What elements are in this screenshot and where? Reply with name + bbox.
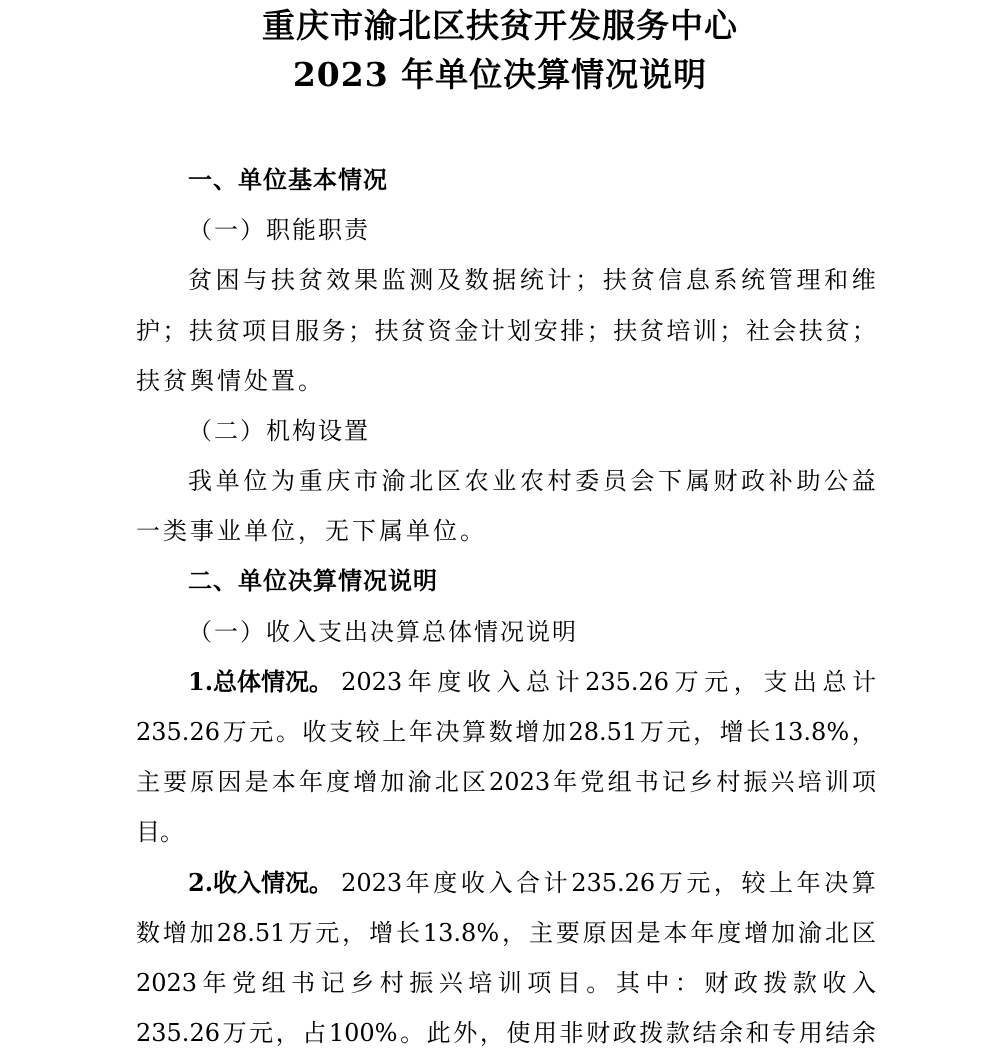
text-glyph: 余 bbox=[851, 1019, 876, 1047]
section1-sub2-paragraph-line: 一类事业单位，无下属单位。 bbox=[136, 517, 487, 545]
text-glyph: 元 bbox=[704, 668, 729, 696]
text-glyph: 收 bbox=[460, 869, 485, 897]
text-glyph: 益 bbox=[851, 467, 876, 495]
text-glyph: 护 bbox=[136, 317, 160, 345]
text-glyph: 。 bbox=[586, 969, 611, 997]
text-glyph: 贫 bbox=[630, 266, 655, 294]
text-glyph: 加 bbox=[189, 919, 214, 947]
text-glyph: ； bbox=[348, 317, 373, 345]
text-glyph: 2023 bbox=[341, 668, 403, 696]
text-glyph: 统 bbox=[519, 266, 544, 294]
text-glyph: 管 bbox=[768, 266, 793, 294]
text-glyph: 支 bbox=[329, 718, 354, 746]
text-glyph: 用 bbox=[798, 1019, 823, 1047]
text-glyph: 万 bbox=[658, 869, 683, 897]
text-glyph: 监 bbox=[381, 266, 406, 294]
text-glyph: 年 bbox=[408, 718, 433, 746]
text-glyph: 235.26 bbox=[585, 668, 670, 696]
text-glyph: 主 bbox=[528, 919, 553, 947]
document-title-line1: 重庆市渝北区扶贫开发服务中心 bbox=[262, 6, 738, 45]
text-glyph: 入 bbox=[851, 969, 876, 997]
section1-sub1-paragraph-line bbox=[188, 260, 876, 300]
text-glyph: 加 bbox=[771, 919, 796, 947]
section2-p1-runin: 1.总体情况。 bbox=[188, 667, 334, 696]
text-glyph: 区 bbox=[461, 768, 486, 796]
text-glyph: ； bbox=[851, 317, 876, 345]
text-glyph: 培 bbox=[468, 969, 493, 997]
text-glyph: 元 bbox=[249, 1019, 274, 1047]
text-glyph: 总 bbox=[525, 668, 550, 696]
text-glyph: 务 bbox=[321, 317, 346, 345]
text-glyph: 年 bbox=[202, 969, 227, 997]
text-glyph: 划 bbox=[507, 317, 532, 345]
text-glyph: 统 bbox=[741, 266, 766, 294]
text-glyph: 入 bbox=[488, 869, 513, 897]
text-glyph: 决 bbox=[435, 718, 460, 746]
text-glyph: 财 bbox=[586, 1019, 611, 1047]
text-glyph: 万 bbox=[222, 1019, 247, 1047]
text-glyph: 235.26 bbox=[571, 869, 656, 897]
text-glyph: 扶 bbox=[613, 317, 638, 345]
text-glyph: 计 bbox=[555, 668, 580, 696]
text-glyph: 农 bbox=[464, 467, 489, 495]
text-glyph: 较 bbox=[741, 869, 766, 897]
text-glyph: 增 bbox=[744, 919, 769, 947]
section1-sub2-heading: （二）机构设置 bbox=[188, 417, 370, 445]
text-glyph: 委 bbox=[575, 467, 600, 495]
text-glyph: 算 bbox=[462, 718, 487, 746]
text-glyph: ， bbox=[502, 919, 527, 947]
text-glyph: 收 bbox=[302, 718, 327, 746]
text-glyph: 兴 bbox=[438, 969, 463, 997]
text-glyph: 贫 bbox=[401, 317, 426, 345]
text-glyph: 其 bbox=[615, 969, 640, 997]
text-glyph: 贫 bbox=[188, 266, 212, 294]
text-glyph: 渝 bbox=[407, 768, 432, 796]
text-glyph: 13.8% bbox=[772, 718, 850, 746]
text-glyph: 用 bbox=[532, 1019, 557, 1047]
text-glyph: 年 bbox=[553, 768, 578, 796]
section2-p1-line bbox=[136, 712, 876, 752]
text-glyph: 服 bbox=[295, 317, 320, 345]
text-glyph: 。 bbox=[400, 1019, 425, 1047]
text-glyph: ； bbox=[586, 317, 611, 345]
text-glyph: 度 bbox=[433, 869, 458, 897]
text-glyph: 振 bbox=[743, 768, 768, 796]
text-glyph: 此 bbox=[426, 1019, 451, 1047]
text-glyph: 财 bbox=[704, 969, 729, 997]
text-glyph: 公 bbox=[824, 467, 849, 495]
text-glyph: 果 bbox=[353, 266, 378, 294]
text-glyph: 扶 bbox=[270, 266, 295, 294]
text-glyph: 万 bbox=[288, 919, 313, 947]
text-glyph: 专 bbox=[772, 1019, 797, 1047]
text-glyph: 维 bbox=[851, 266, 876, 294]
text-glyph: 支 bbox=[763, 668, 788, 696]
text-glyph: 元 bbox=[249, 718, 274, 746]
text-glyph: 和 bbox=[745, 1019, 770, 1047]
text-glyph: 度 bbox=[326, 768, 351, 796]
text-glyph: ， bbox=[693, 718, 718, 746]
text-glyph: 上 bbox=[382, 718, 407, 746]
text-glyph: 拨 bbox=[639, 1019, 664, 1047]
text-glyph: ； bbox=[719, 317, 744, 345]
text-glyph: ； bbox=[575, 266, 600, 294]
text-glyph: ： bbox=[674, 969, 699, 997]
section1-sub2-paragraph-line bbox=[188, 461, 876, 501]
text-glyph: ， bbox=[851, 718, 876, 746]
text-glyph: 原 bbox=[582, 919, 607, 947]
text-glyph: 原 bbox=[190, 768, 215, 796]
text-glyph: 加 bbox=[541, 718, 566, 746]
text-glyph: 扶 bbox=[602, 266, 627, 294]
text-glyph: 加 bbox=[380, 768, 405, 796]
text-glyph: 235.26 bbox=[136, 718, 220, 746]
text-glyph: 因 bbox=[217, 768, 242, 796]
text-glyph: 长 bbox=[395, 919, 420, 947]
text-glyph: 乡 bbox=[350, 969, 375, 997]
text-glyph: 区 bbox=[436, 467, 461, 495]
text-glyph: 扶 bbox=[798, 317, 823, 345]
text-glyph: 及 bbox=[436, 266, 461, 294]
text-glyph: 组 bbox=[607, 768, 632, 796]
text-glyph: 28.51 bbox=[216, 919, 286, 947]
text-glyph: 年 bbox=[407, 668, 432, 696]
text-glyph: 乡 bbox=[689, 768, 714, 796]
text-glyph: 振 bbox=[409, 969, 434, 997]
text-glyph: 党 bbox=[580, 768, 605, 796]
document-title-line2: 2023 年单位决算情况说明 bbox=[292, 55, 708, 94]
text-glyph: 收 bbox=[822, 969, 847, 997]
text-glyph: 安 bbox=[533, 317, 558, 345]
text-glyph: 组 bbox=[261, 969, 286, 997]
text-glyph: 增 bbox=[369, 919, 394, 947]
text-glyph: ， bbox=[275, 1019, 300, 1047]
text-glyph: 训 bbox=[497, 969, 522, 997]
text-glyph: 贫 bbox=[215, 317, 240, 345]
section2-p1-line: 目。 bbox=[136, 818, 184, 846]
text-glyph: 贫 bbox=[639, 317, 664, 345]
text-glyph: 北 bbox=[434, 768, 459, 796]
text-glyph: 非 bbox=[559, 1019, 584, 1047]
section1-sub1-paragraph-line bbox=[136, 311, 876, 351]
text-glyph: 兴 bbox=[770, 768, 795, 796]
text-glyph: 使 bbox=[506, 1019, 531, 1047]
text-glyph: 会 bbox=[630, 467, 655, 495]
text-glyph: 目 bbox=[556, 969, 581, 997]
text-glyph: 单 bbox=[215, 467, 240, 495]
text-glyph: 上 bbox=[769, 869, 794, 897]
text-glyph: 培 bbox=[797, 768, 822, 796]
text-glyph: 增 bbox=[162, 919, 187, 947]
text-glyph: 与 bbox=[243, 266, 268, 294]
text-glyph: 扶 bbox=[374, 317, 399, 345]
text-glyph: 书 bbox=[291, 969, 316, 997]
text-glyph: 员 bbox=[602, 467, 627, 495]
text-glyph: 算 bbox=[851, 869, 876, 897]
text-glyph: 会 bbox=[772, 317, 797, 345]
text-glyph: 党 bbox=[232, 969, 257, 997]
text-glyph: 训 bbox=[692, 317, 717, 345]
text-glyph: 社 bbox=[745, 317, 770, 345]
text-glyph: 资 bbox=[427, 317, 452, 345]
text-glyph: 村 bbox=[547, 467, 572, 495]
text-glyph: ， bbox=[713, 869, 738, 897]
text-glyph: 主 bbox=[136, 768, 160, 796]
text-glyph: 位 bbox=[243, 467, 268, 495]
text-glyph: 渝 bbox=[798, 919, 822, 947]
text-glyph: 和 bbox=[824, 266, 849, 294]
section2-p1-line bbox=[136, 762, 876, 802]
text-glyph: 政 bbox=[741, 467, 766, 495]
text-glyph: 重 bbox=[298, 467, 323, 495]
text-glyph: 困 bbox=[215, 266, 240, 294]
text-glyph: 项 bbox=[527, 969, 552, 997]
text-glyph: 下 bbox=[658, 467, 683, 495]
text-glyph: 28.51 bbox=[568, 718, 638, 746]
text-glyph: 为 bbox=[270, 467, 295, 495]
text-glyph: 总 bbox=[822, 668, 847, 696]
text-glyph: 要 bbox=[163, 768, 188, 796]
text-glyph: 金 bbox=[454, 317, 479, 345]
section2-p2-line bbox=[136, 913, 876, 953]
text-glyph: 北 bbox=[409, 467, 434, 495]
text-glyph: 结 bbox=[825, 1019, 850, 1047]
text-glyph: 北 bbox=[824, 919, 849, 947]
text-glyph: 计 bbox=[547, 266, 572, 294]
text-glyph: 排 bbox=[560, 317, 585, 345]
text-glyph: 助 bbox=[796, 467, 821, 495]
text-glyph: 我 bbox=[188, 467, 212, 495]
text-glyph: 政 bbox=[733, 969, 758, 997]
text-glyph: ， bbox=[342, 919, 367, 947]
text-glyph: 测 bbox=[409, 266, 434, 294]
text-glyph: 增 bbox=[719, 718, 744, 746]
section1-sub1-heading: （一）职能职责 bbox=[188, 216, 370, 244]
section2-p2-first-line bbox=[188, 863, 876, 903]
section2-p2-line bbox=[136, 963, 876, 1003]
text-glyph: ； bbox=[162, 317, 187, 345]
text-glyph: 数 bbox=[136, 919, 160, 947]
text-glyph: 235.26 bbox=[136, 1019, 220, 1047]
text-glyph: 因 bbox=[609, 919, 634, 947]
text-glyph: 息 bbox=[685, 266, 710, 294]
text-glyph: 100% bbox=[328, 1019, 398, 1047]
text-glyph: 业 bbox=[492, 467, 517, 495]
text-glyph: 本 bbox=[271, 768, 296, 796]
text-glyph: 出 bbox=[792, 668, 817, 696]
text-glyph: 余 bbox=[719, 1019, 744, 1047]
text-glyph: 较 bbox=[355, 718, 380, 746]
text-glyph: 款 bbox=[665, 1019, 690, 1047]
text-glyph: 记 bbox=[661, 768, 686, 796]
text-glyph: 系 bbox=[713, 266, 738, 294]
text-glyph: 年 bbox=[690, 919, 715, 947]
text-glyph: 计 bbox=[480, 317, 505, 345]
text-glyph: 万 bbox=[639, 718, 664, 746]
text-glyph: 信 bbox=[658, 266, 683, 294]
text-glyph: 2023 bbox=[136, 969, 198, 997]
text-glyph: ， bbox=[479, 1019, 504, 1047]
text-glyph: 长 bbox=[746, 718, 771, 746]
section2-p2-line1-rest bbox=[341, 863, 876, 903]
text-glyph: 村 bbox=[379, 969, 404, 997]
text-glyph: 训 bbox=[824, 768, 849, 796]
text-glyph: 据 bbox=[492, 266, 517, 294]
text-glyph: 结 bbox=[692, 1019, 717, 1047]
text-glyph: 渝 bbox=[381, 467, 406, 495]
text-glyph: 市 bbox=[353, 467, 378, 495]
text-glyph: 。 bbox=[275, 718, 300, 746]
text-glyph: 度 bbox=[717, 919, 742, 947]
section1-heading: 一、单位基本情况 bbox=[188, 165, 388, 194]
text-glyph: 元 bbox=[315, 919, 340, 947]
text-glyph: 属 bbox=[685, 467, 710, 495]
text-glyph: 目 bbox=[268, 317, 293, 345]
text-glyph: 度 bbox=[437, 668, 462, 696]
text-glyph: 计 bbox=[852, 668, 876, 696]
text-glyph: 本 bbox=[663, 919, 688, 947]
text-glyph: 年 bbox=[298, 768, 323, 796]
text-glyph: 数 bbox=[464, 266, 489, 294]
text-glyph: 年 bbox=[405, 869, 430, 897]
text-glyph: 合 bbox=[516, 869, 541, 897]
text-glyph: 万 bbox=[222, 718, 247, 746]
text-glyph: 款 bbox=[792, 969, 817, 997]
text-glyph: 中 bbox=[645, 969, 670, 997]
text-glyph: 理 bbox=[796, 266, 821, 294]
text-glyph: 收 bbox=[466, 668, 491, 696]
text-glyph: 财 bbox=[713, 467, 738, 495]
section2-p1-first-line bbox=[188, 662, 876, 702]
text-glyph: 补 bbox=[768, 467, 793, 495]
text-glyph: 外 bbox=[453, 1019, 478, 1047]
text-glyph: 扶 bbox=[189, 317, 214, 345]
text-glyph: 决 bbox=[824, 869, 849, 897]
text-glyph: 增 bbox=[353, 768, 378, 796]
text-glyph: 区 bbox=[851, 919, 876, 947]
section2-p1-line1-rest bbox=[341, 662, 876, 702]
text-glyph: ， bbox=[733, 668, 758, 696]
section1-sub1-paragraph-line: 扶贫舆情处置。 bbox=[136, 367, 325, 395]
text-glyph: 计 bbox=[543, 869, 568, 897]
text-glyph: 村 bbox=[716, 768, 741, 796]
text-glyph: 要 bbox=[555, 919, 580, 947]
section2-heading: 二、单位决算情况说明 bbox=[188, 566, 438, 595]
text-glyph: 项 bbox=[242, 317, 267, 345]
text-glyph: 万 bbox=[674, 668, 699, 696]
text-glyph: 增 bbox=[515, 718, 540, 746]
text-glyph: 记 bbox=[320, 969, 345, 997]
text-glyph: 贫 bbox=[825, 317, 850, 345]
text-glyph: 2023 bbox=[341, 869, 403, 897]
text-glyph: 年 bbox=[796, 869, 821, 897]
text-glyph: 2023 bbox=[489, 768, 551, 796]
text-glyph: 效 bbox=[326, 266, 351, 294]
text-glyph: 入 bbox=[496, 668, 521, 696]
section2-p2-line bbox=[136, 1013, 876, 1053]
text-glyph: 庆 bbox=[326, 467, 351, 495]
section2-p2-runin: 2.收入情况。 bbox=[188, 868, 334, 897]
text-glyph: 数 bbox=[488, 718, 513, 746]
text-glyph: 政 bbox=[612, 1019, 637, 1047]
text-glyph: 占 bbox=[302, 1019, 327, 1047]
text-glyph: 是 bbox=[636, 919, 661, 947]
text-glyph: 元 bbox=[686, 869, 711, 897]
text-glyph: 书 bbox=[634, 768, 659, 796]
text-glyph: 贫 bbox=[298, 266, 323, 294]
text-glyph: 拨 bbox=[763, 969, 788, 997]
text-glyph: 是 bbox=[244, 768, 269, 796]
text-glyph: 农 bbox=[519, 467, 544, 495]
text-glyph: 13.8% bbox=[422, 919, 500, 947]
text-glyph: 培 bbox=[666, 317, 691, 345]
text-glyph: 元 bbox=[666, 718, 691, 746]
section2-sub1-heading: （一）收入支出决算总体情况说明 bbox=[188, 618, 578, 646]
text-glyph: 项 bbox=[851, 768, 876, 796]
